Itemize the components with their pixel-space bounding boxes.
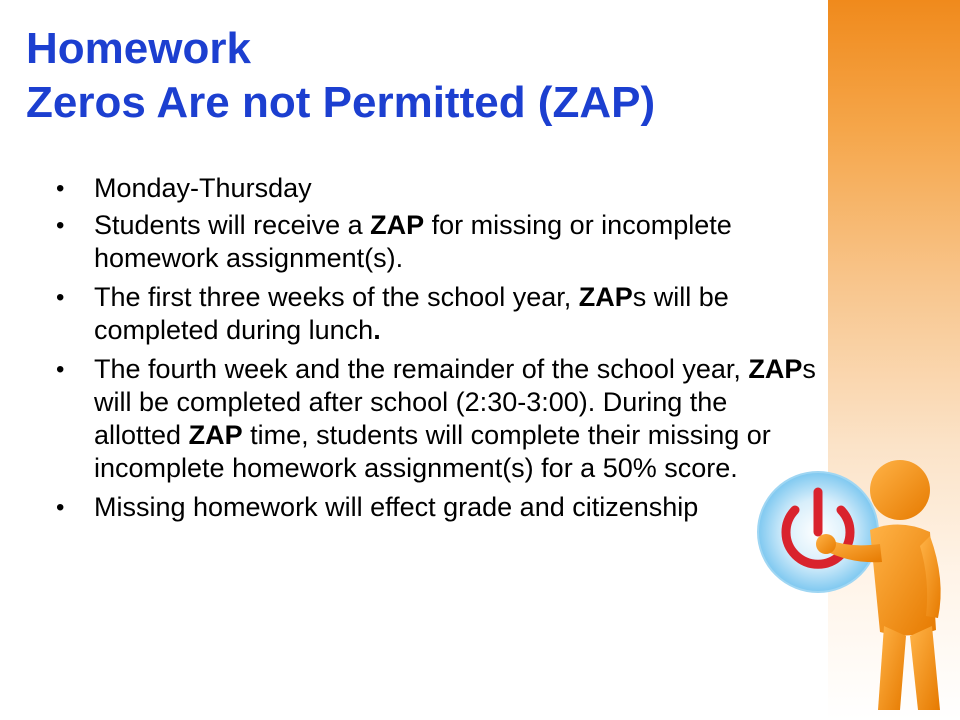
bold-term: ZAP [188, 420, 243, 450]
bold-term: ZAP [370, 210, 425, 240]
bullet-item: • The first three weeks of the school year, ZAPs will be completed during lunch. [56, 281, 816, 347]
slide-title [26, 22, 826, 130]
title-line-1: Homework [26, 24, 251, 73]
bullet-item: • Missing homework will effect grade and citizenship [56, 491, 816, 524]
person-pressing-power-button-illustration [740, 440, 960, 720]
power-button-icon [758, 472, 878, 592]
title-line-2: Zeros Are not Permitted (ZAP) [26, 78, 656, 127]
bold-term: ZAP [748, 354, 803, 384]
bullet-item: • The fourth week and the remainder of the school year, ZAPs will be completed after school (2:30-3:00). During the allotted ZAP time, students will complete their missing or incomplete homework assignment(s) for a 50% score. [56, 353, 816, 485]
bold-term: ZAP [578, 282, 633, 312]
bullet-item: • Monday-Thursday [56, 172, 816, 205]
bullet-item: • Students will receive a ZAP for missing or incomplete homework assignment(s). [56, 209, 816, 275]
bullet-list [56, 172, 816, 530]
